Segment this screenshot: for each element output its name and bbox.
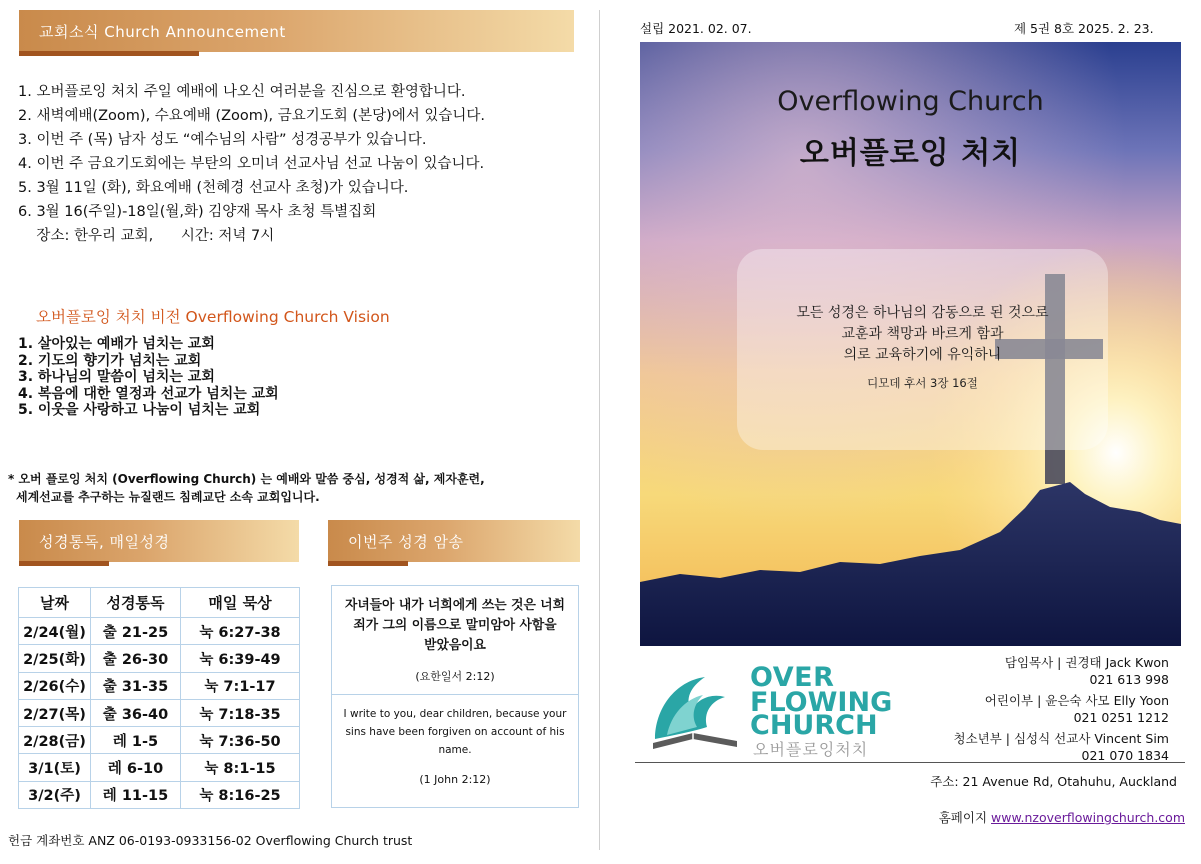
staff-item [900, 731, 1169, 764]
staff-role: 청소년부 | 심성식 선교사 Vincent Sim [953, 731, 1169, 746]
page-divider [599, 10, 600, 850]
issue-number: 제 5권 8호 2025. 2. 23. [1014, 21, 1154, 36]
cell-date: 2/25(화) [19, 645, 91, 672]
homepage-link[interactable]: www.nzoverflowingchurch.com [991, 810, 1185, 825]
staff-role: 어린이부 | 윤은숙 사모 Elly Yoon [984, 693, 1169, 708]
cell-meditation: 눅 7:1-17 [181, 672, 300, 699]
header-accent [328, 561, 408, 566]
table-row [19, 727, 300, 754]
verse-line: 교훈과 책망과 바르게 함과 [841, 326, 1004, 342]
logo-word-3: CHURCH [750, 710, 878, 741]
church-note [8, 470, 485, 506]
list-item: 6. 3월 16(주일)-18일(월,화) 김양재 목사 초청 특별집회 [18, 204, 377, 220]
table-header-row [19, 588, 300, 618]
staff-item [900, 693, 1169, 726]
footer-divider [635, 762, 1185, 763]
staff-phone: 021 0251 1212 [1073, 709, 1169, 725]
table-row [19, 781, 300, 808]
memory-verse-english [332, 695, 578, 759]
cell-reading: 출 21-25 [91, 618, 181, 645]
verse-line: 모든 성경은 하나님의 감동으로 된 것으로 [796, 305, 1049, 321]
vision-list [18, 336, 279, 419]
col-header-meditation: 매일 묵상 [181, 588, 300, 618]
cell-meditation: 눅 8:1-15 [181, 754, 300, 781]
cell-meditation: 눅 6:27-38 [181, 618, 300, 645]
memory-verse-korean-ref: (요한일서 2:12) [415, 670, 495, 683]
homepage [930, 808, 1185, 826]
homepage-label: 홈페이지 [938, 810, 988, 825]
verse-line: 받았음이요 [424, 638, 486, 653]
memory-header [328, 520, 580, 562]
cover-verse-ref: 디모데 후서 3장 16절 [867, 376, 978, 390]
table-row [19, 618, 300, 645]
note-line-1: * 오버 플로잉 처치 (Overflowing Church) 는 예배와 말씀 중심, 성경적 삶, 제자훈련, [8, 472, 485, 486]
memory-verse-box [331, 585, 579, 808]
header-accent [19, 51, 199, 56]
header-accent [19, 561, 109, 566]
logo-word-2: FLOWING [750, 687, 893, 718]
memory-verse-english-ref: (1 John 2:12) [419, 773, 491, 786]
verse-line: 죄가 그의 이름으로 말미암아 사함을 [353, 618, 557, 633]
founded-date: 설립 2021. 02. 07. [640, 21, 752, 36]
cell-reading: 레 6-10 [91, 754, 181, 781]
staff-item [900, 655, 1169, 688]
cover-title-english: Overflowing Church [777, 86, 1044, 117]
logo-korean: 오버플로잉처치 [753, 740, 869, 759]
list-item: 5. 이웃을 사랑하고 나눔이 넘치는 교회 [18, 402, 261, 418]
cover-title-korean: 오버플로잉 처치 [799, 136, 1022, 171]
table-row [19, 754, 300, 781]
reading-header [19, 520, 299, 562]
cell-reading: 출 36-40 [91, 699, 181, 726]
list-item: 5. 3월 11일 (화), 화요예배 (천혜경 선교사 초청)가 있습니다. [18, 180, 409, 196]
list-item: 2. 기도의 향기가 넘치는 교회 [18, 352, 202, 369]
table-row [19, 699, 300, 726]
table-row [19, 645, 300, 672]
reading-table [18, 587, 300, 809]
cell-date: 2/27(목) [19, 699, 91, 726]
verse-line: I write to you, dear children, because your [343, 708, 567, 720]
memory-header-label: 이번주 성경 암송 [348, 532, 464, 551]
note-line-2: 세계선교를 추구하는 뉴질랜드 침례교단 소속 교회입니다. [16, 490, 320, 504]
cover-verse-box [737, 249, 1108, 450]
list-item: 장소: 한우리 교회, 시간: 저녁 7시 [18, 228, 275, 244]
verse-line: name. [438, 744, 472, 756]
cell-meditation: 눅 8:16-25 [181, 781, 300, 808]
list-item: 4. 이번 주 금요기도회에는 부탄의 오미녀 선교사님 선교 나눔이 있습니다. [18, 156, 485, 172]
church-logo [645, 662, 893, 759]
wave-bible-logo-icon [645, 669, 745, 759]
logo-word-1: OVER [750, 662, 835, 693]
church-address: 주소: 21 Avenue Rd, Otahuhu, Auckland [930, 774, 1177, 789]
cell-date: 2/26(수) [19, 672, 91, 699]
announcement-list [18, 80, 485, 248]
staff-phone: 021 613 998 [1089, 671, 1169, 687]
cell-reading: 출 26-30 [91, 645, 181, 672]
verse-line: 자녀들아 내가 너희에게 쓰는 것은 너희 [344, 598, 566, 613]
cell-meditation: 눅 7:18-35 [181, 699, 300, 726]
list-item: 1. 오버플로잉 처치 주일 예배에 나오신 여러분을 진심으로 환영합니다. [18, 84, 466, 100]
list-item: 3. 이번 주 (목) 남자 성도 “예수님의 사람” 성경공부가 있습니다. [18, 132, 427, 148]
cell-reading: 출 31-35 [91, 672, 181, 699]
memory-verse-korean [332, 586, 578, 656]
announcement-header-label: 교회소식 Church Announcement [39, 22, 286, 41]
cell-meditation: 눅 7:36-50 [181, 727, 300, 754]
announcement-header [19, 10, 574, 52]
cell-meditation: 눅 6:39-49 [181, 645, 300, 672]
offering-account: 헌금 계좌번호 ANZ 06-0193-0933156-02 Overflowing Church trust [8, 833, 413, 848]
staff-list [900, 655, 1169, 769]
list-item: 1. 살아있는 예배가 넘치는 교회 [18, 336, 215, 352]
verse-line: 의로 교육하기에 유익하니 [843, 347, 1002, 363]
col-header-reading: 성경통독 [91, 588, 181, 618]
cell-reading: 레 1-5 [91, 727, 181, 754]
verse-line: sins have been forgiven on account of his [345, 726, 565, 738]
cover-image [640, 42, 1181, 646]
vision-title: 오버플로잉 처치 비전 Overflowing Church Vision [36, 308, 390, 326]
list-item: 2. 새벽예배(Zoom), 수요예배 (Zoom), 금요기도회 (본당)에서 있습니다. [18, 108, 486, 124]
list-item: 4. 복음에 대한 열정과 선교가 넘치는 교회 [18, 385, 279, 402]
cell-date: 3/2(주) [19, 781, 91, 808]
cell-date: 2/24(월) [19, 618, 91, 645]
col-header-date: 날짜 [19, 588, 91, 618]
cell-reading: 레 11-15 [91, 781, 181, 808]
list-item: 3. 하나님의 말씀이 넘치는 교회 [18, 369, 215, 385]
table-row [19, 672, 300, 699]
cell-date: 2/28(금) [19, 727, 91, 754]
staff-phone: 021 070 1834 [1081, 747, 1169, 763]
reading-header-label: 성경통독, 매일성경 [39, 532, 170, 551]
cell-date: 3/1(토) [19, 754, 91, 781]
staff-role: 담임목사 | 권경태 Jack Kwon [1004, 655, 1169, 670]
